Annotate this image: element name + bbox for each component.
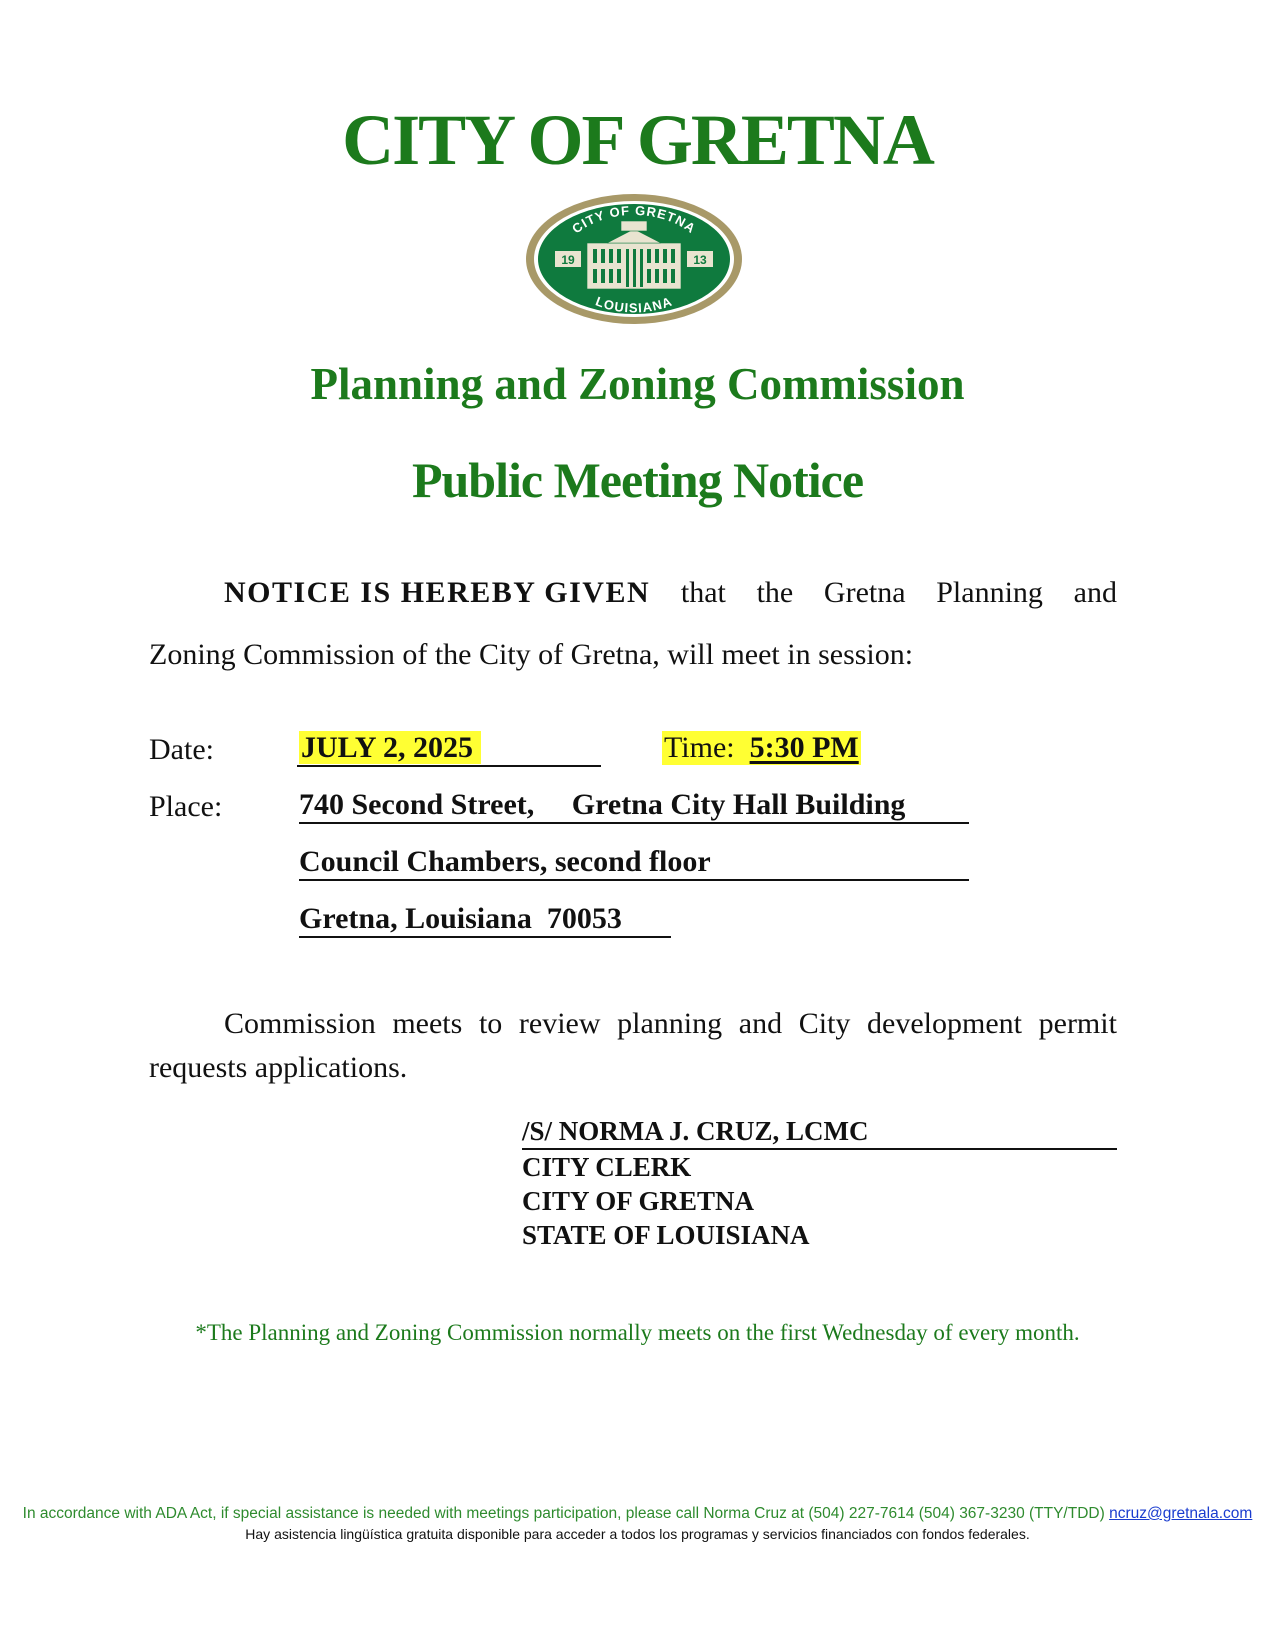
place-line-1 — [299, 788, 969, 824]
word: and — [1073, 576, 1117, 609]
place-label: Place: — [149, 790, 223, 823]
notice-lead: NOTICE IS HEREBY GIVEN — [224, 576, 651, 609]
purpose-line-1 — [149, 1002, 1117, 1046]
schedule-note: *The Planning and Zoning Commission normally meets on the first Wednesday of every month. — [195, 1320, 1080, 1345]
seal-year-left: 19 — [561, 253, 575, 267]
word: and — [738, 1007, 783, 1040]
purpose-paragraph — [149, 1002, 1117, 1091]
city-seal-logo — [525, 193, 743, 325]
city-title: CITY OF GRETNA — [342, 100, 933, 180]
date-value — [297, 731, 601, 767]
ada-notice — [0, 1505, 1275, 1523]
word: to — [478, 1007, 503, 1040]
email-link[interactable]: ncruz@gretnala.com — [1109, 1505, 1253, 1522]
signature-state: STATE OF LOUISIANA — [522, 1220, 810, 1250]
time-label: Time: — [664, 731, 735, 764]
word: that — [680, 576, 726, 609]
seal-year-right: 13 — [693, 253, 707, 267]
place-line-3: Gretna, Louisiana 70053 — [299, 902, 671, 938]
notice-line-1 — [149, 575, 1117, 611]
word: City — [798, 1007, 851, 1040]
purpose-line-2: requests applications. — [149, 1051, 408, 1085]
word: the — [756, 576, 794, 609]
signature-city: CITY OF GRETNA — [522, 1186, 755, 1216]
signature-title: CITY CLERK — [522, 1152, 692, 1182]
date-value-text: JULY 2, 2025 — [299, 731, 481, 764]
word: Commission — [224, 1007, 376, 1040]
notice-title: Public Meeting Notice — [411, 452, 864, 508]
word: meets — [392, 1007, 463, 1040]
notice-line-2: Zoning Commission of the City of Gretna, will meet in session: — [149, 638, 914, 671]
place-line-2: Council Chambers, second floor — [299, 845, 969, 881]
word: review — [518, 1007, 601, 1040]
time-field — [662, 731, 861, 765]
signature-block — [522, 1114, 1117, 1252]
word: development — [867, 1007, 1022, 1040]
word: permit — [1038, 1007, 1117, 1040]
word: Gretna — [823, 576, 906, 609]
date-label: Date: — [149, 733, 214, 766]
word: planning — [617, 1007, 723, 1040]
time-value: 5:30 PM — [749, 731, 859, 764]
commission-title: Planning and Zoning Commission — [310, 359, 965, 409]
svg-text:LOUISIANA: LOUISIANA — [593, 293, 675, 316]
place-building: Gretna City Hall Building — [571, 788, 906, 821]
signature-name: /S/ NORMA J. CRUZ, LCMC — [522, 1114, 1117, 1150]
svg-text:CITY OF GRETNA: CITY OF GRETNA — [569, 202, 699, 237]
place-street: 740 Second Street, — [299, 788, 535, 821]
ada-text: In accordance with ADA Act, if special assistance is needed with meetings participation, please call Norma Cruz at (504) 227-7614 (504) 367-3230 (TTY/TDD) — [22, 1505, 1105, 1522]
language-assistance-note: Hay asistencia lingüística gratuita disponible para acceder a todos los programas y servicios financiados con fondos federales. — [245, 1526, 1030, 1542]
word: Planning — [936, 576, 1043, 609]
notice-paragraph — [149, 575, 1117, 673]
